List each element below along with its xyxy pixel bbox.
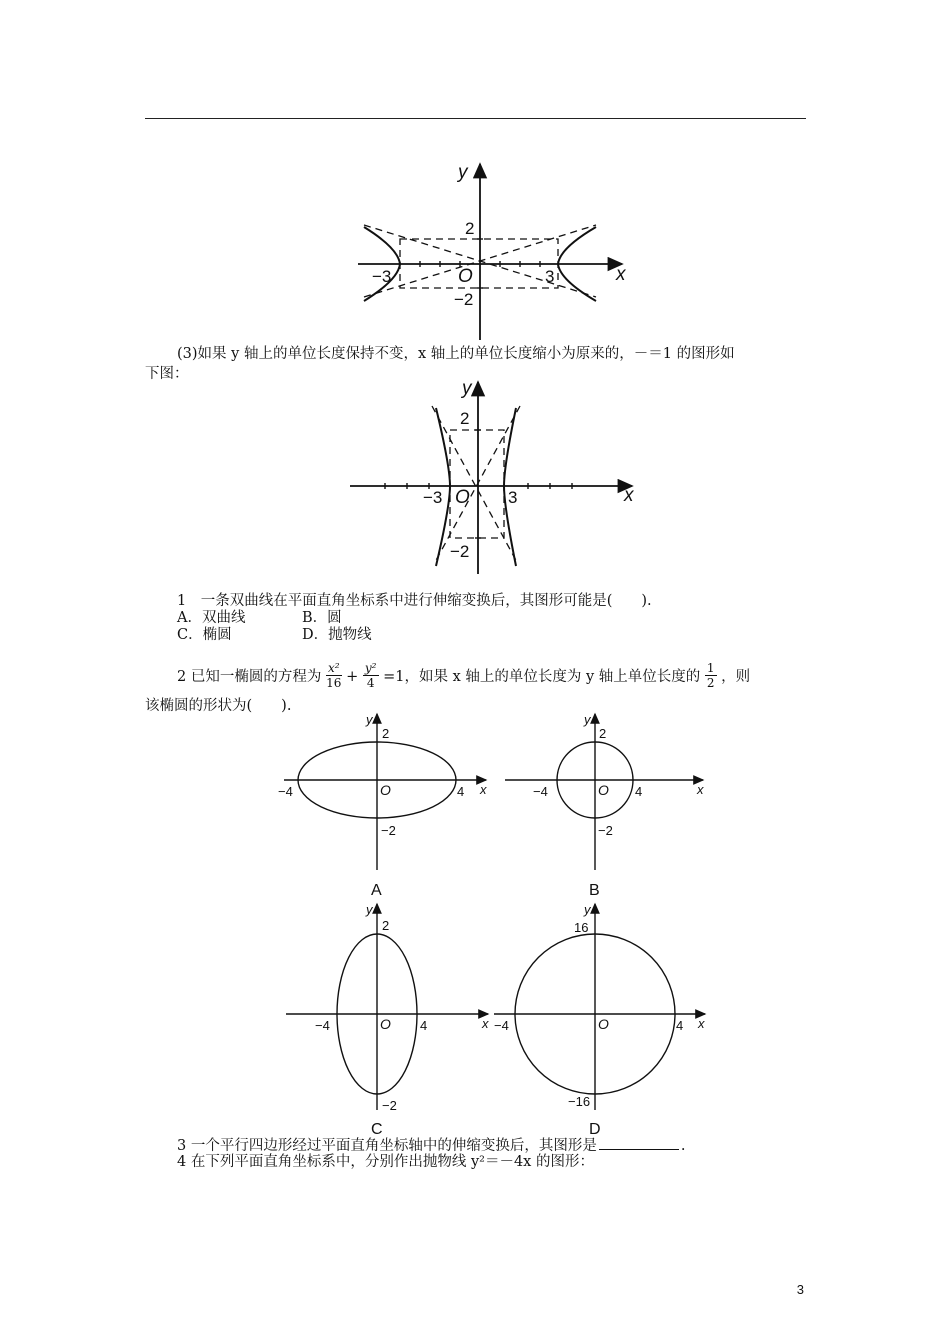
- header-rule: [145, 118, 806, 119]
- tick-label-neg3: −3: [372, 267, 392, 286]
- x-axis-label: x: [698, 1016, 705, 1031]
- x-axis-label: x: [480, 782, 487, 797]
- option-b: B．圆: [302, 610, 342, 626]
- origin-label: O: [598, 1016, 609, 1032]
- tick-right: 4: [457, 784, 465, 799]
- tick-left: −4: [494, 1018, 509, 1033]
- part3-line2: 下图：: [145, 366, 189, 382]
- option-a-graph: [278, 710, 498, 900]
- tick-bottom: −2: [382, 1098, 397, 1113]
- tick-label-2: 2: [460, 409, 470, 428]
- option-a-letter: A: [371, 882, 382, 899]
- option-b-letter: B: [589, 882, 600, 899]
- tick-label-2: 2: [465, 219, 475, 238]
- origin-label: O: [458, 266, 473, 287]
- x-axis-label: x: [482, 1016, 489, 1031]
- option-d-graph: [490, 900, 720, 1140]
- tick-top: 2: [382, 726, 390, 741]
- page-number: 3: [796, 1282, 804, 1297]
- hyperbola-figure-1: [350, 158, 630, 343]
- tick-label-neg3: −3: [423, 488, 443, 507]
- tick-label-neg2: −2: [450, 542, 470, 561]
- tick-left: −4: [278, 784, 293, 799]
- option-b-graph: [503, 710, 718, 900]
- fraction-1-2: $\frac{1}{2}$: [706, 660, 715, 690]
- tick-bottom: −2: [598, 823, 613, 838]
- tick-label-3: 3: [508, 488, 518, 507]
- q2-suffix: ，则: [721, 669, 751, 685]
- question-2-line1: [177, 660, 750, 694]
- tick-left: −4: [533, 784, 548, 799]
- y-axis-label: y: [458, 162, 468, 183]
- q2-mid: =1，如果 x 轴上的单位长度为 y 轴上单位长度的: [383, 669, 701, 685]
- question-1-stem: 1 一条双曲线在平面直角坐标系中进行伸缩变换后，其图形可能是( ).: [177, 593, 652, 609]
- tick-top: 16: [574, 920, 589, 935]
- hyperbola-figure-2: [348, 376, 643, 576]
- origin-label: O: [380, 1016, 391, 1032]
- option-c-graph: [278, 900, 498, 1140]
- origin-label: O: [455, 487, 470, 508]
- part3-line1: (3)如果 y 轴上的单位长度保持不变，x 轴上的单位长度缩小为原来的，－＝1 的图形如: [177, 346, 735, 362]
- y-axis-label: y: [584, 902, 591, 917]
- q2-plus: +: [346, 669, 359, 685]
- origin-label: O: [380, 782, 391, 798]
- q3-end: .: [680, 1138, 686, 1154]
- fraction-y2-4: $\frac{\text{y²}}{4}$: [364, 660, 377, 690]
- option-a: A．双曲线: [177, 610, 246, 626]
- origin-label: O: [598, 782, 609, 798]
- tick-bottom: −2: [381, 823, 396, 838]
- x-axis-label: x: [616, 264, 626, 285]
- tick-top: 2: [382, 918, 390, 933]
- x-axis-label: x: [624, 485, 634, 506]
- tick-right: 4: [635, 784, 643, 799]
- tick-right: 4: [676, 1018, 684, 1033]
- answer-blank[interactable]: [599, 1149, 679, 1150]
- tick-right: 4: [420, 1018, 428, 1033]
- option-c-letter: C: [371, 1121, 383, 1138]
- tick-bottom: −16: [568, 1094, 591, 1109]
- y-axis-label: y: [584, 712, 591, 727]
- q3-text: 3 一个平行四边形经过平面直角坐标轴中的伸缩变换后，其图形是: [177, 1138, 597, 1154]
- question-4: 4 在下列平面直角坐标系中，分别作出抛物线 y²＝－4x 的图形：: [177, 1154, 594, 1170]
- y-axis-label: y: [366, 902, 373, 917]
- option-d: D．抛物线: [302, 627, 372, 643]
- question-2-line2: 该椭圆的形状为( ).: [145, 698, 292, 714]
- q2-prefix: 2 已知一椭圆的方程为: [177, 669, 322, 685]
- fraction-x2-16: $\frac{\text{x²}}{16}$: [326, 660, 342, 690]
- tick-left: −4: [315, 1018, 330, 1033]
- tick-label-neg2: −2: [454, 290, 474, 309]
- x-axis-label: x: [697, 782, 704, 797]
- option-c: C．椭圆: [177, 627, 232, 643]
- option-d-letter: D: [589, 1121, 601, 1138]
- tick-label-3: 3: [545, 267, 555, 286]
- y-axis-label: y: [462, 378, 472, 399]
- y-axis-label: y: [366, 712, 373, 727]
- tick-top: 2: [599, 726, 607, 741]
